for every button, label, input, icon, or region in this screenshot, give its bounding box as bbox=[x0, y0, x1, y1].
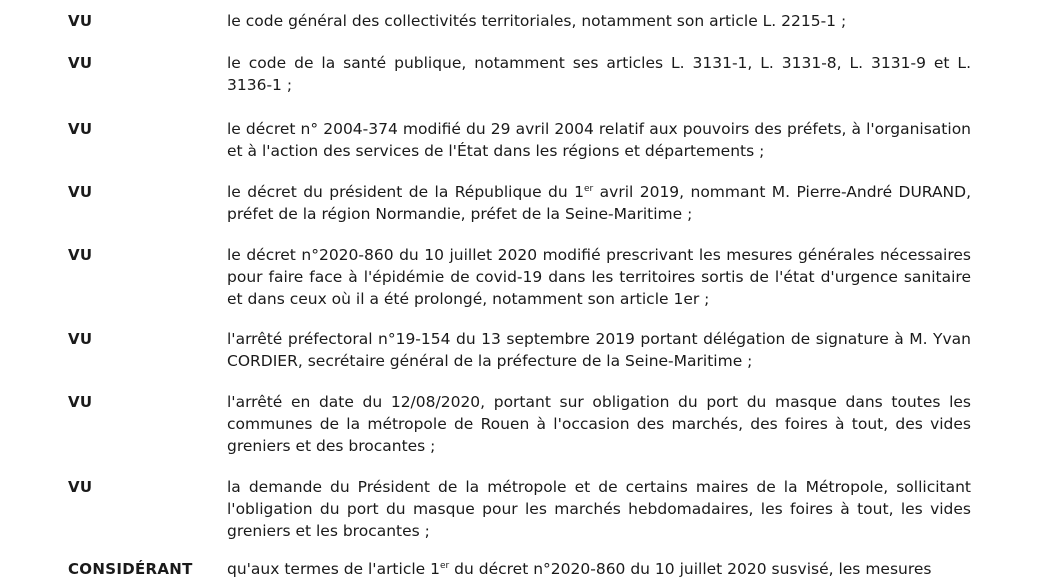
entry-text bbox=[227, 558, 971, 580]
entry-text-part: du décret n°2020-860 du 10 juillet 2020 susvisé, les mesures bbox=[449, 560, 932, 578]
entry-label: CONSIDÉRANT bbox=[68, 560, 193, 578]
entry-text: l'arrêté préfectoral n°19-154 du 13 septembre 2019 portant délégation de signature à M. Yvan CORDIER, secrétaire général de la préfecture de la Seine-Maritime ; bbox=[227, 330, 971, 370]
entry-text-part: avril 2019, nommant M. Pierre-André DURAND, préfet de la région Normandie, préfet de la Seine-Maritime ; bbox=[227, 183, 972, 223]
entry-label: VU bbox=[68, 54, 93, 72]
entry-text: le code de la santé publique, notamment ses articles L. 3131-1, L. 3131-8, L. 3131-9 et L. 3136-1 ; bbox=[227, 54, 971, 94]
entry-text-part: qu'aux termes de l'article 1 bbox=[227, 560, 440, 578]
entry-text: la demande du Président de la métropole et de certains maires de la Métropole, sollicitant l'obligation du port du masque pour les marchés hebdomadaires, les foires à tout, les vides greniers et les brocantes ; bbox=[227, 478, 971, 540]
entry-label: VU bbox=[68, 183, 93, 201]
ordinal-superscript: er bbox=[439, 561, 450, 571]
entry-text: le décret n° 2004-374 modifié du 29 avril 2004 relatif aux pouvoirs des préfets, à l'organisation et à l'action des services de l'État dans les régions et départements ; bbox=[227, 120, 971, 160]
entry-text: le décret n°2020-860 du 10 juillet 2020 modifié prescrivant les mesures générales nécessaires pour faire face à l'épidémie de covid-19 dans les territoires sortis de l'état d'urgence sanitaire et dans ceux où il a été prolongé, notamment son article 1er ; bbox=[227, 246, 971, 308]
entry-label: VU bbox=[68, 12, 93, 30]
entry-label: VU bbox=[68, 393, 93, 411]
entry-label: VU bbox=[68, 478, 93, 496]
entry-text: le code général des collectivités territoriales, notamment son article L. 2215-1 ; bbox=[227, 12, 847, 30]
entry-text bbox=[227, 181, 971, 225]
entry-label: VU bbox=[68, 246, 93, 264]
entry-label: VU bbox=[68, 120, 93, 138]
entry-label: VU bbox=[68, 330, 93, 348]
entry-text-part: le décret du président de la République du 1 bbox=[227, 183, 584, 201]
ordinal-superscript: er bbox=[584, 184, 594, 194]
entry-text: l'arrêté en date du 12/08/2020, portant sur obligation du port du masque dans toutes les communes de la métropole de Rouen à l'occasion des marchés, des foires à tout, des vides greniers et des brocantes ; bbox=[227, 393, 971, 455]
